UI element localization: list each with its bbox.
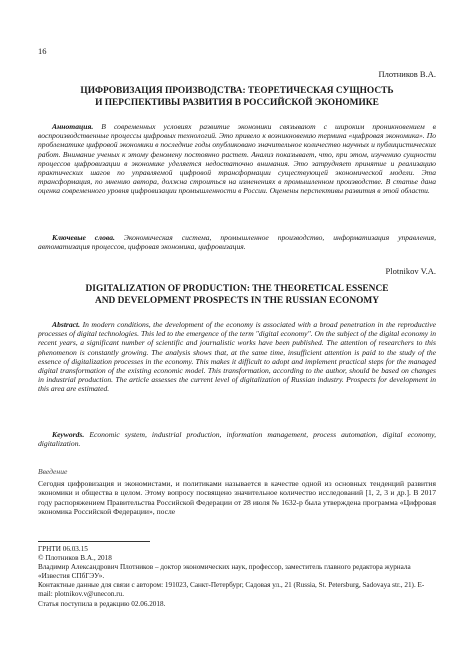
keywords-en: [38, 430, 436, 448]
title-ru-line-2: И ПЕРСПЕКТИВЫ РАЗВИТИЯ В РОССИЙСКОЙ ЭКОНОМИКЕ: [95, 97, 379, 108]
author-ru: Плотников В.А.: [378, 69, 436, 79]
keywords-en-text: Economic system, industrial production, information management, process automation, digital economy, digitalization.: [38, 430, 436, 449]
keywords-ru: [38, 233, 436, 251]
footnote-received: Статья поступила в редакцию 02.06.2018.: [38, 599, 166, 608]
abstract-ru-text: В современных условиях развитие экономики связывают с широким проникновением в воспроизводственные процессы цифровых технологий. Это привело к возникновению термина «цифровая экономика». По проблематике цифровой экономики в последние годы опубликовано значительное количество научных и публицистических работ. Внимание ученых к этому феномену постоянно растет. Анализ показывает, что, при этом, изучению сущности процессов цифровизации в экономике уделяется недостаточно внимания. Это затрудняет принятие и реализацию практических шагов по управляемой цифровой трансформации существующей экономической модели. Эта трансформация, по мнению автора, должна строиться на изменениях в промышленном производстве. В статье дана оценка современного уровня цифровизации промышленности в России. Оценены перспективы развития в этой области.: [38, 122, 436, 196]
abstract-en: [38, 320, 436, 394]
title-ru: [38, 86, 436, 109]
title-en-line-2: AND DEVELOPMENT PROSPECTS IN THE RUSSIAN ECONOMY: [94, 295, 380, 306]
abstract-en-text: In modern conditions, the development of the economy is associated with a broad penetration in the reproductive processes of digital technologies. This led to the emergence of the term "digital economy". On the subject of the digital economy in recent years, a significant number of scientific and journalistic works have been published. The attention of researchers to this phenomenon is constantly growing. The analysis shows that, at the same time, insufficient attention is paid to the study of the essence of digitalization processes in the economy. This makes it difficult to adopt and implement practical steps for the managed digital transformation of the existing economic model. This transformation, according to the author, should be based on changes in industrial production. The article assesses the current level of digitalization of Russian industry. Prospects for development in this area are estimated.: [38, 320, 436, 394]
title-en: [38, 284, 436, 307]
footnotes: [38, 545, 436, 609]
abstract-ru: [38, 122, 436, 196]
abstract-en-label: Abstract.: [52, 320, 81, 329]
author-en: Plotnikov V.A.: [385, 266, 436, 276]
title-en-line-1: DIGITALIZATION OF PRODUCTION: THE THEORETICAL ESSENCE: [85, 284, 389, 294]
keywords-ru-label: Ключевые слова.: [52, 233, 115, 242]
title-ru-line-1: ЦИФРОВИЗАЦИЯ ПРОИЗВОДСТВА: ТЕОРЕТИЧЕСКАЯ СУЩНОСТЬ: [80, 86, 394, 96]
keywords-en-label: Keywords.: [52, 430, 85, 439]
footnote-grnti: ГРНТИ 06.03.15: [38, 545, 88, 553]
page-number: 16: [38, 46, 47, 56]
footnote-author-info: Владимир Александрович Плотников – доктор экономических наук, профессор, заместитель главного редактора журнала «Известия СПбГЭУ».: [38, 563, 411, 581]
abstract-ru-label: Аннотация.: [52, 122, 94, 131]
keywords-ru-text: Экономическая система, промышленное производство, информатизация управления, автоматизация процессов, цифровая экономика, цифровизация.: [38, 233, 436, 252]
footnote-contacts: Контактные данные для связи с автором: 191023, Санкт-Петербург, Садовая ул., 21 (Russia, St. Petersburg, Sadovaya str., 21). E-mail: plotnikov.v@unecon.ru.: [38, 581, 425, 599]
intro-body: Сегодня цифровизация и экономистами, и политиками называется в качестве одной из основных тенденций развития экономики и общества в целом. Этому вопросу посвящено значительное количество исследований [1, 2, 3 и др.]. В 2017 году распоряжением Правительства Российской Федерации от 28 июля № 1632-р была утверждена программа «Цифровая экономика Российской Федерации», после: [38, 479, 436, 516]
footnote-copyright: © Плотников В.А., 2018: [38, 554, 112, 563]
intro-heading: Введение: [38, 467, 68, 476]
footnote-divider: [38, 541, 150, 542]
